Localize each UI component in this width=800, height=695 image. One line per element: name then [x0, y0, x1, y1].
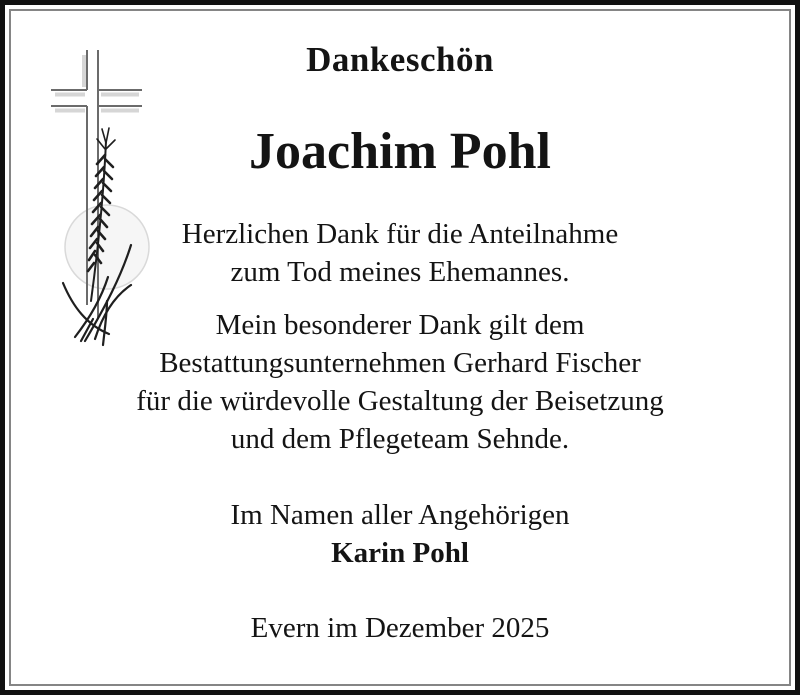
- dateline: Evern im Dezember 2025: [250, 612, 550, 644]
- signature: Karin Pohl: [331, 537, 469, 569]
- deceased-name: Joachim Pohl: [249, 123, 551, 180]
- special-thanks-line-3: für die würdevolle Gestaltung der Beisetzung: [136, 385, 664, 417]
- special-thanks-paragraph: [11, 306, 789, 458]
- thanks-line-2: zum Tod meines Ehemannes.: [230, 256, 570, 288]
- thanks-line-1: Herzlichen Dank für die Anteilnahme: [181, 218, 619, 250]
- inner-frame: [9, 9, 791, 686]
- special-thanks-line-2: Bestattungsunternehmen Gerhard Fischer: [159, 347, 641, 379]
- notice-header: Dankeschön: [306, 40, 494, 79]
- special-thanks-line-4: und dem Pflegeteam Sehnde.: [230, 423, 570, 455]
- closing-line: Im Namen aller Angehörigen: [230, 499, 570, 531]
- closing-block: [11, 496, 789, 572]
- thanks-paragraph: [11, 215, 789, 291]
- special-thanks-line-1: Mein besonderer Dank gilt dem: [215, 309, 585, 341]
